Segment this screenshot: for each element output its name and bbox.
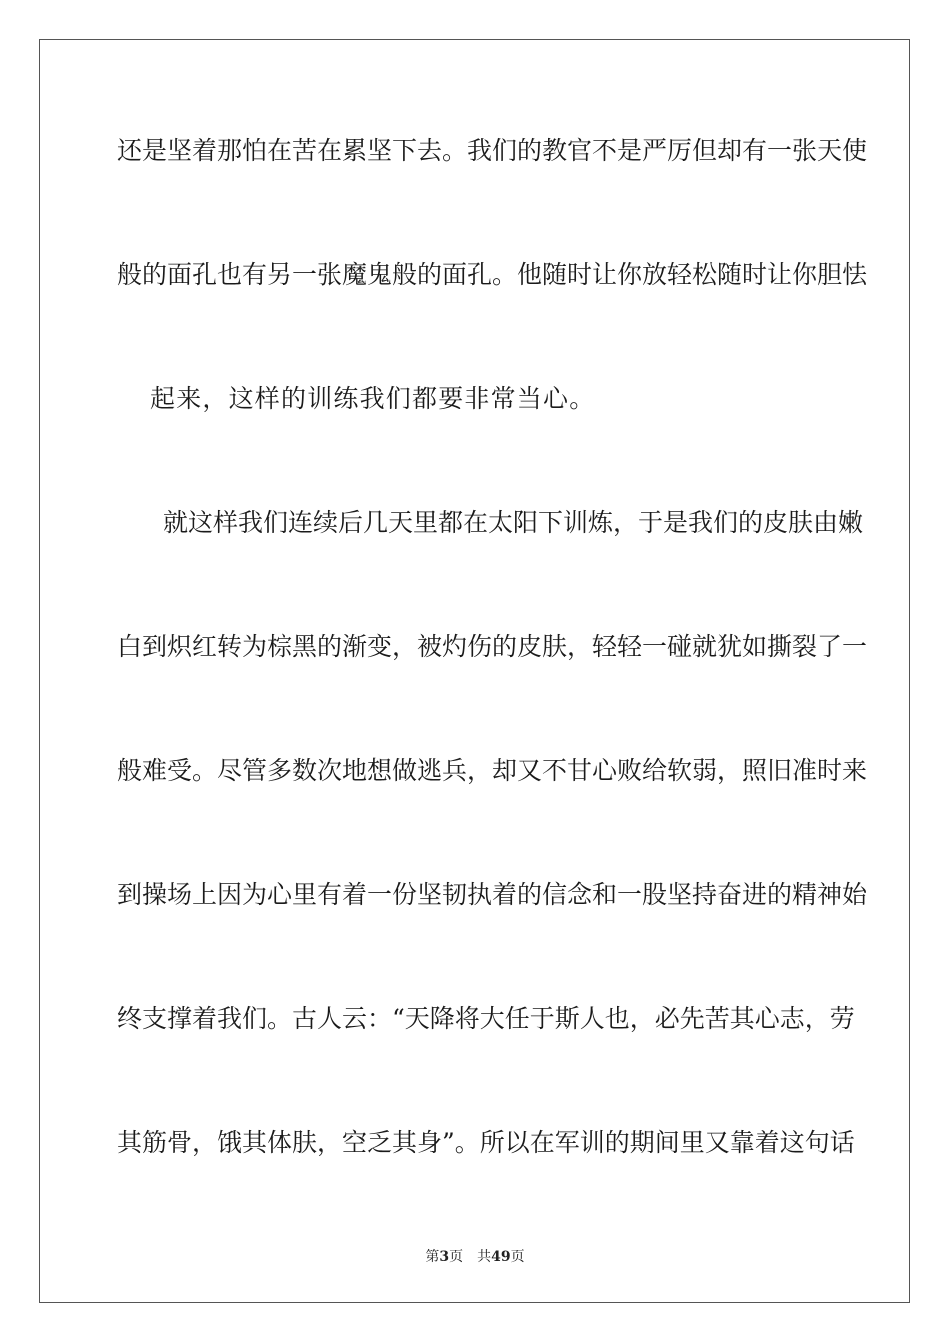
body-text-line: 白到炽红转为棕黑的渐变，被灼伤的皮肤，轻轻一碰就犹如撕裂了一: [117, 632, 868, 661]
page-footer: [0, 1248, 950, 1266]
page-prefix: 第: [425, 1249, 440, 1265]
body-text-line: 起来，这样的训练我们都要非常当心。: [150, 384, 596, 413]
body-text-line: 终支撑着我们。古人云：“天降将大任于斯人也，必先苦其心志，劳: [117, 1004, 855, 1033]
page-border: [39, 39, 910, 1303]
body-text-line: 其筋骨，饿其体肤，空乏其身”。所以在军训的期间里又靠着这句话: [117, 1128, 855, 1157]
total-prefix: 共: [477, 1249, 492, 1265]
body-text-line: 到操场上因为心里有着一份坚韧执着的信念和一股坚持奋进的精神始: [117, 880, 868, 909]
body-text-line: 还是坚着那怕在苦在累坚下去。我们的教官不是严厉但却有一张天使: [117, 136, 868, 165]
paragraph-first-line: 就这样我们连续后几天里都在太阳下训炼，于是我们的皮肤由嫩: [163, 508, 864, 537]
body-text-line: 般难受。尽管多数次地想做逃兵，却又不甘心败给软弱，照旧准时来: [117, 756, 868, 785]
page-number: 3: [439, 1249, 450, 1265]
body-text-line: 般的面孔也有另一张魔鬼般的面孔。他随时让你放轻松随时让你胆怯: [117, 260, 868, 289]
total-suffix: 页: [510, 1249, 525, 1265]
total-pages: 49: [491, 1249, 511, 1265]
page-suffix: 页: [449, 1249, 464, 1265]
